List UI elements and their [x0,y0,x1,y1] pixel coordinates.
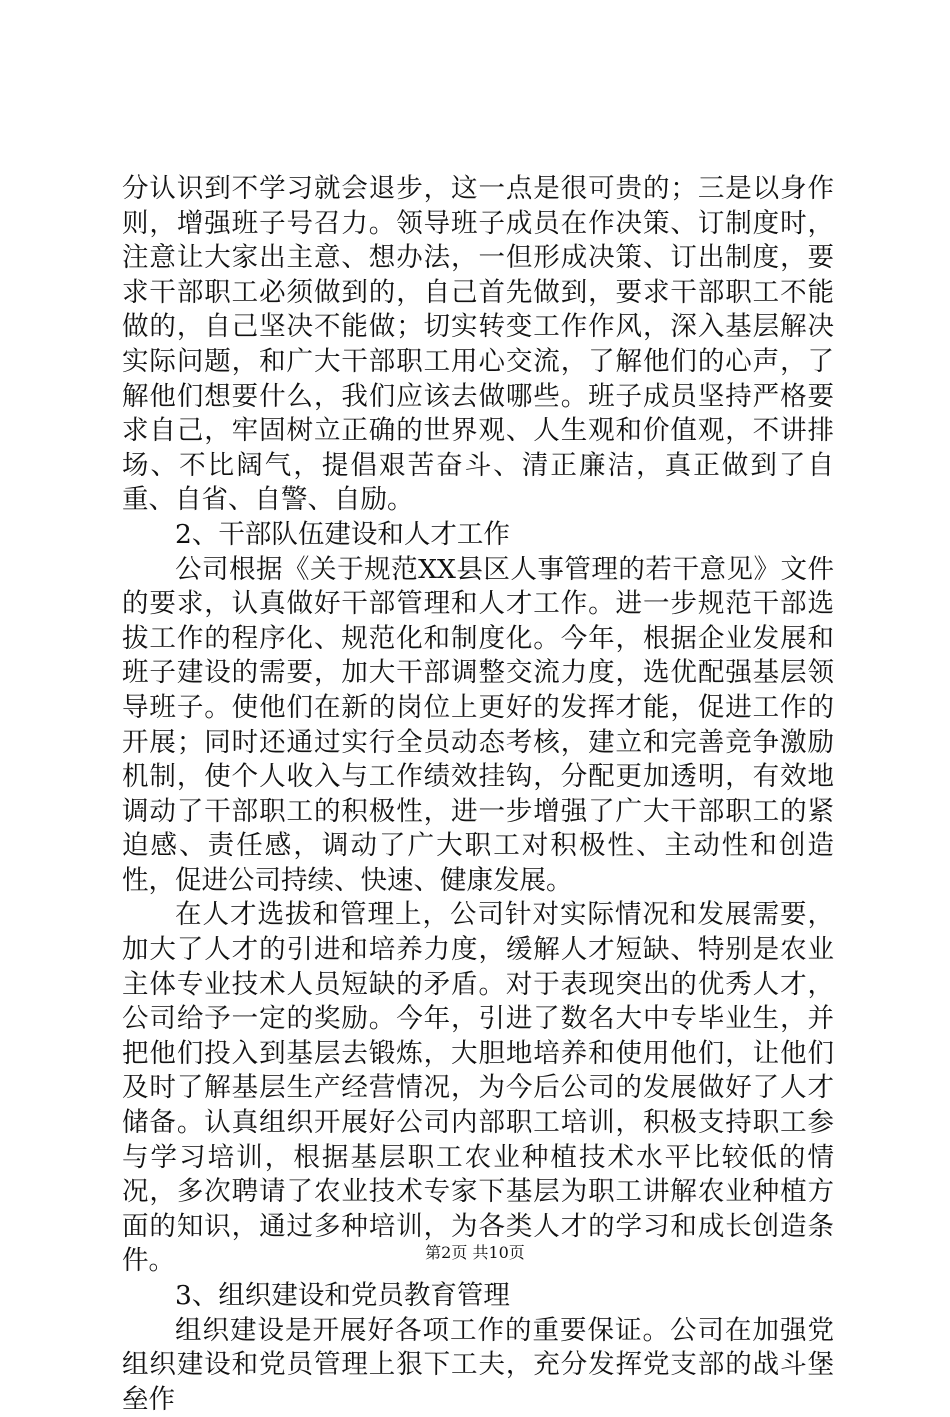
section-heading-organization-party: 3、组织建设和党员教育管理 [175,1280,510,1311]
page-number-footer: 第2页 共10页 [425,1243,525,1262]
section-heading-cadre-talent: 2、干部队伍建设和人才工作 [175,518,510,550]
document-body [122,172,834,1417]
paragraph-leadership-continued: 分认识到不学习就会退步，这一点是很可贵的；三是以身作则，增强班子号召力。领导班子成员在作决策、订制度时，注意让大家出主意、想办法，一但形成决策、订出制度，要求干部职工必须做到的，自己首先做到，要求干部职工不能做的，自己坚决不能做；切实转变工作作风，深入基层解决实际问题，和广大干部职工用心交流，了解他们的心声，了解他们想要什么，我们应该去做哪些。班子成员坚持严格要求自己，牢固树立正确的世界观、人生观和价值观，不讲排场、不比阔气，提倡艰苦奋斗、清正廉洁，真正做到了自重、自省、自警、自励。 [122,173,834,516]
paragraph-cadre-management: 公司根据《关于规范XX县区人事管理的若干意见》文件的要求，认真做好干部管理和人才工作。进一步规范干部选拔工作的程序化、规范化和制度化。今年，根据企业发展和班子建设的需要，加大干部调整交流力度，选优配强基层领导班子。使他们在新的岗位上更好的发挥才能，促进工作的开展；同时还通过实行全员动态考核，建立和完善竞争激励机制，使个人收入与工作绩效挂钩，分配更加透明，有效地调动了干部职工的积极性，进一步增强了广大干部职工的紧迫感、责任感，调动了广大职工对积极性、主动性和创造性，促进公司持续、快速、健康发展。 [122,553,834,896]
paragraph-organization-building: 组织建设是开展好各项工作的重要保证。公司在加强党组织建设和党员管理上狠下工夫，充分发挥党支部的战斗堡垒作 [122,1314,834,1415]
paragraph-talent-selection: 在人才选拔和管理上，公司针对实际情况和发展需要，加大了人才的引进和培养力度，缓解人才短缺、特别是农业主体专业技术人员短缺的矛盾。对于表现突出的优秀人才，公司给予一定的奖励。今年，引进了数名大中专毕业生，并把他们投入到基层去锻炼，大胆地培养和使用他们，让他们及时了解基层生产经营情况，为今后公司的发展做好了人才储备。认真组织开展好公司内部职工培训，积极支持职工参与学习培训，根据基层职工农业种植技术水平比较低的情况，多次聘请了农业技术专家下基层为职工讲解农业种植方面的知识，通过多种培训，为各类人才的学习和成长创造条件。 [122,899,834,1277]
